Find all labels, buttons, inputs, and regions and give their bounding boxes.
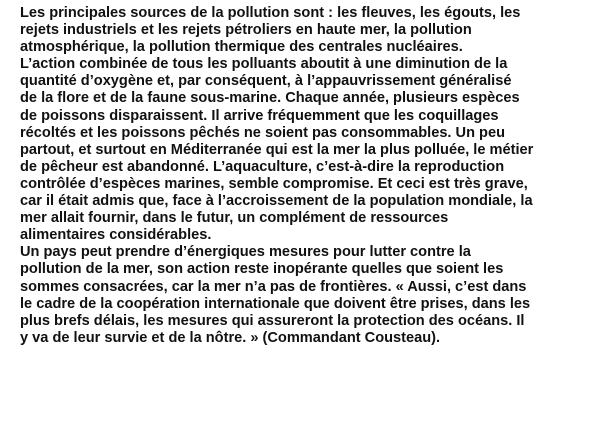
text-line-20: y va de leur survie et de la nôtre. » (Commandant Cousteau). [20,329,441,346]
text-line-2: rejets industriels et les rejets pétroliers en haute mer, la pollution [20,22,472,39]
text-line-3: atmosphérique, la pollution thermique des centrales nucléaires. [20,39,463,56]
text-line-18: le cadre de la coopération internationale que doivent être prises, dans les [20,295,531,312]
text-line-17: sommes consacrées, car la mer n’a pas de frontières. « Aussi, c’est dans [20,278,527,295]
text-line-4: L’action combinée de tous les polluants aboutit à une diminution de la [20,56,508,73]
text-line-13: mer allait fournir, dans le futur, un complément de ressources [20,210,449,227]
text-line-14: alimentaires considérables. [20,227,212,244]
text-line-15: Un pays peut prendre d’énergiques mesures pour lutter contre la [20,244,471,261]
text-line-19: plus brefs délais, les mesures qui assureront la protection des océans. Il [20,312,525,329]
text-line-11: contrôlée d’espèces marines, semble compromise. Et ceci est très grave, [20,175,528,192]
text-line-1: Les principales sources de la pollution sont : les fleuves, les égouts, les [20,5,521,21]
text-line-7: de poissons disparaissent. Il arrive fréquemment que les coquillages [20,107,499,124]
text-line-16: pollution de la mer, son action reste inopérante quelles que soient les [20,261,504,278]
text-line-12: car il était admis que, face à l’accroissement de la population mondiale, la [20,193,533,210]
text-line-9: partout, et surtout en Méditerranée qui est la mer la plus polluée, le métier [20,141,534,158]
text-line-5: quantité d’oxygène et, par conséquent, à l’appauvrissement généralisé [20,73,512,90]
document-text [20,5,595,347]
text-line-6: de la flore et de la faune sous-marine. Chaque année, plusieurs espèces [20,90,520,107]
text-line-8: récoltés et les poissons pêchés ne soient pas consommables. Un peu [20,124,505,141]
text-line-10: de pêcheur est abandonné. L’aquaculture, c’est-à-dire la reproduction [20,158,505,175]
